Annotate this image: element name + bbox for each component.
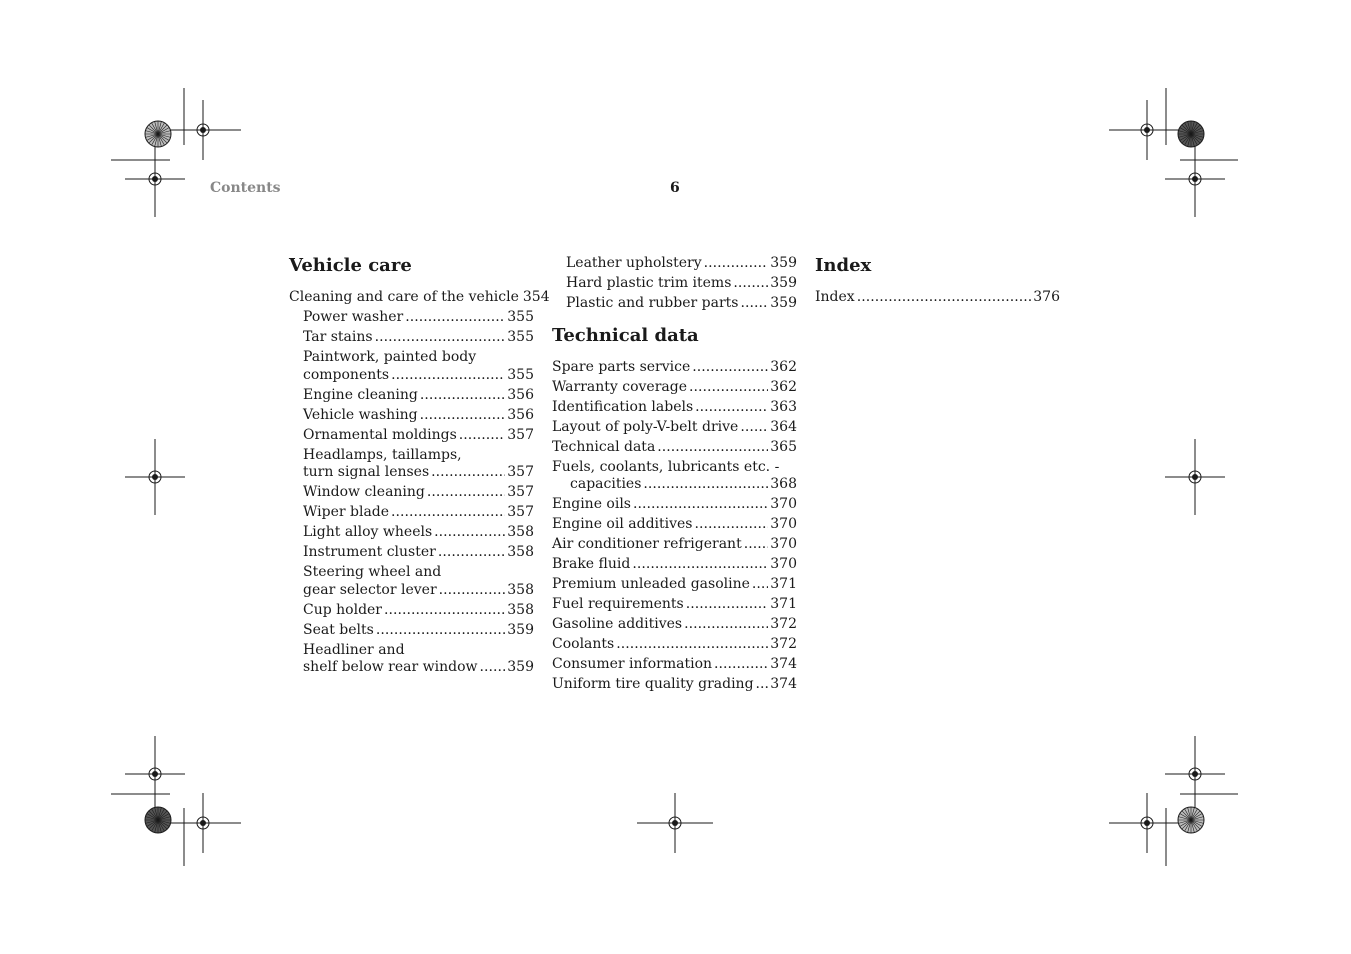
section-heading: Vehicle care: [289, 255, 412, 276]
toc-entry-page: 359: [770, 275, 797, 291]
toc-entry-title: components: [303, 366, 390, 383]
dot-leader: [384, 602, 505, 620]
toc-entry[interactable]: [552, 596, 797, 614]
toc-entry[interactable]: [289, 427, 534, 445]
toc-entry-title-line1: Paintwork, painted body: [303, 349, 477, 365]
registration-mark-center: [672, 820, 678, 826]
dot-leader: [480, 659, 506, 677]
toc-entry[interactable]: [815, 289, 1060, 307]
dot-leader: [375, 329, 506, 347]
dot-leader: [684, 616, 768, 634]
toc-entry-title: Ornamental moldings: [303, 426, 457, 443]
toc-entry-page: 357: [507, 504, 534, 520]
toc-entry-title: Seat belts: [303, 621, 374, 638]
toc-entry-title: Premium unleaded gasoline: [552, 576, 750, 592]
toc-entry-page: 370: [770, 516, 797, 532]
toc-entry[interactable]: [289, 387, 534, 405]
toc-entry-title: shelf below rear window: [303, 659, 478, 675]
toc-entry-page: 362: [770, 378, 797, 395]
toc-entry-page: 359: [770, 255, 797, 271]
toc-entry-page: 354: [522, 289, 550, 305]
toc-column-2: [552, 255, 797, 696]
toc-entry[interactable]: [552, 255, 797, 273]
toc-entry-title-line1: Fuels, coolants, lubricants etc. -: [552, 458, 780, 475]
toc-section: [552, 325, 797, 694]
toc-entry[interactable]: [552, 656, 797, 674]
toc-entry-page: 371: [770, 596, 797, 612]
toc-entry[interactable]: [552, 496, 797, 514]
registration-mark-center: [1144, 820, 1150, 826]
dot-leader: [376, 622, 505, 640]
toc-entry-title-line1: Steering wheel and: [303, 564, 442, 580]
dot-leader: [633, 496, 768, 514]
toc-entry[interactable]: [289, 447, 534, 482]
toc-entry[interactable]: [552, 295, 797, 313]
toc-entry-page: 374: [770, 656, 797, 672]
toc-entry-list: [815, 289, 1060, 307]
toc-entry-page: 359: [507, 621, 534, 638]
toc-entry[interactable]: [289, 484, 534, 502]
toc-entry[interactable]: [552, 459, 797, 494]
toc-entry-title: Cup holder: [303, 601, 383, 618]
toc-entry-title: Engine oils: [552, 496, 631, 512]
toc-entry-title: Cleaning and care of the vehicle: [289, 289, 519, 305]
registration-mark-center: [152, 771, 158, 777]
running-head-section: Contents: [210, 180, 281, 196]
registration-mark-center: [152, 176, 158, 182]
toc-entry[interactable]: [289, 622, 534, 640]
registration-mark-center: [200, 127, 206, 133]
toc-entry-page: 365: [770, 438, 797, 455]
toc-entry-page: 368: [770, 476, 797, 492]
toc-entry-page: 358: [507, 524, 534, 540]
dot-leader: [420, 387, 505, 405]
toc-entry[interactable]: [289, 407, 534, 425]
toc-entry-title: Engine oil additives: [552, 516, 693, 532]
dot-leader: [427, 484, 505, 502]
dot-leader: [733, 275, 768, 293]
dot-leader: [695, 516, 769, 534]
toc-entry[interactable]: [289, 349, 534, 384]
dot-leader: [405, 309, 505, 327]
dot-leader: [434, 524, 505, 542]
toc-entry-page: 376: [1033, 289, 1060, 305]
toc-entry-title: Light alloy wheels: [303, 524, 433, 540]
dot-leader: [657, 439, 768, 457]
toc-entry[interactable]: [552, 556, 797, 574]
registration-mark-center: [1192, 474, 1198, 480]
registration-mark-center: [1192, 176, 1198, 182]
toc-entry-page: 362: [770, 358, 797, 375]
toc-entry[interactable]: [289, 289, 550, 307]
toc-entry[interactable]: [552, 536, 797, 554]
registration-mark-center: [1192, 771, 1198, 777]
dot-leader: [439, 582, 506, 600]
toc-entry[interactable]: [289, 544, 534, 562]
toc-entry-page: 357: [507, 426, 534, 443]
dot-leader: [744, 536, 769, 554]
dot-leader: [752, 576, 768, 594]
toc-entry[interactable]: [552, 359, 797, 377]
toc-entry-title: Technical data: [552, 438, 656, 455]
dot-leader: [643, 476, 768, 494]
toc-entry-title: Consumer information: [552, 656, 713, 672]
toc-entry[interactable]: [289, 309, 534, 327]
toc-entry[interactable]: [552, 576, 797, 594]
dot-leader: [740, 419, 768, 437]
toc-entry-page: 355: [507, 329, 534, 345]
dot-leader: [632, 556, 768, 574]
toc-entry-page: 372: [770, 616, 797, 632]
toc-entry-title: Window cleaning: [303, 484, 425, 500]
toc-entry[interactable]: [289, 564, 534, 599]
toc-entry-title: Wiper blade: [303, 504, 390, 520]
toc-entry-page: 374: [770, 676, 797, 692]
toc-entry-title: Instrument cluster: [303, 544, 436, 560]
toc-entry[interactable]: [552, 379, 797, 397]
toc-entry[interactable]: [289, 524, 534, 542]
toc-section: [289, 255, 550, 677]
registration-mark-center: [200, 820, 206, 826]
dot-leader: [740, 295, 768, 313]
toc-entry-title: Power washer: [303, 309, 404, 325]
toc-entry-page: 371: [770, 576, 797, 592]
toc-entry-page: 358: [507, 601, 534, 618]
dot-leader: [686, 596, 769, 614]
toc-entry[interactable]: [552, 636, 797, 654]
toc-entry[interactable]: [552, 419, 797, 437]
toc-entry-page: 370: [770, 536, 797, 552]
section-heading: Index: [815, 255, 872, 276]
toc-section: [815, 255, 1060, 307]
toc-entry-page: 359: [770, 295, 797, 311]
toc-entry[interactable]: [552, 275, 797, 293]
toc-entry-title: Coolants: [552, 636, 615, 652]
toc-column-1: [289, 255, 550, 679]
toc-entry-page: 363: [770, 398, 797, 415]
toc-entry-list: [552, 359, 797, 694]
toc-entry-page: 358: [507, 544, 534, 560]
dot-leader: [704, 255, 769, 273]
registration-mark-center: [152, 474, 158, 480]
toc-entry-title: Hard plastic trim items: [566, 275, 732, 291]
dot-leader: [420, 407, 506, 425]
dot-leader: [391, 504, 505, 522]
toc-entry-page: 358: [507, 581, 534, 598]
page-number: 6: [670, 180, 680, 196]
toc-entry[interactable]: [552, 399, 797, 417]
toc-entry-title-line1: Headlamps, taillamps,: [303, 446, 462, 463]
dot-leader: [391, 367, 505, 385]
toc-entry[interactable]: [289, 329, 534, 347]
toc-column-3: [815, 255, 1060, 309]
toc-entry-title: Spare parts service: [552, 358, 691, 375]
toc-section: [552, 255, 797, 313]
toc-entry-title: Leather upholstery: [566, 255, 702, 271]
dot-leader: [438, 544, 505, 562]
toc-entry-page: 355: [507, 366, 534, 383]
dot-leader: [695, 399, 768, 417]
dot-leader: [756, 676, 769, 694]
toc-entry[interactable]: [289, 504, 534, 522]
toc-entry-page: 357: [507, 484, 534, 500]
toc-entry-title: Layout of poly-V-belt drive: [552, 418, 739, 435]
dot-leader: [692, 359, 768, 377]
toc-entry-list: [289, 289, 550, 677]
toc-entry-page: 372: [770, 636, 797, 652]
toc-entry-page: 357: [507, 464, 534, 480]
toc-entry-title: Tar stains: [303, 329, 373, 345]
toc-entry-page: 355: [507, 309, 534, 325]
dot-leader: [714, 656, 768, 674]
toc-entry-title: capacities: [570, 476, 642, 492]
registration-mark-center: [1144, 127, 1150, 133]
toc-entry-page: 356: [507, 406, 534, 423]
dot-leader: [459, 427, 505, 445]
toc-entry-title: Brake fluid: [552, 556, 631, 572]
toc-entry-title: Warranty coverage: [552, 378, 688, 395]
toc-entry[interactable]: [289, 602, 534, 620]
toc-entry-title: Index: [815, 289, 855, 305]
toc-entry[interactable]: [552, 516, 797, 534]
toc-entry[interactable]: [289, 642, 534, 677]
dot-leader: [857, 289, 1032, 307]
toc-entry-title: Fuel requirements: [552, 596, 684, 612]
toc-entry-title: turn signal lenses: [303, 464, 430, 480]
toc-entry[interactable]: [552, 439, 797, 457]
toc-entry-title: Identification labels: [552, 398, 694, 415]
toc-entry-page: 364: [770, 418, 797, 435]
toc-entry-page: 359: [507, 659, 534, 675]
toc-entry[interactable]: [552, 616, 797, 634]
toc-entry-title-line1: Headliner and: [303, 641, 405, 658]
toc-entry-page: 370: [770, 556, 797, 572]
toc-entry[interactable]: [552, 676, 797, 694]
toc-entry-title: Air conditioner refrigerant: [552, 536, 742, 552]
dot-leader: [616, 636, 768, 654]
dot-leader: [689, 379, 768, 397]
toc-entry-title: Vehicle washing: [303, 406, 418, 423]
toc-entry-title: Engine cleaning: [303, 386, 418, 403]
toc-entry-title: Uniform tire quality grading: [552, 676, 754, 692]
toc-entry-page: 356: [507, 386, 534, 403]
toc-entry-page: 370: [770, 496, 797, 512]
dot-leader: [431, 464, 505, 482]
toc-entry-list: [552, 255, 797, 313]
toc-entry-title: gear selector lever: [303, 581, 437, 598]
section-heading: Technical data: [552, 324, 699, 346]
toc-entry-title: Gasoline additives: [552, 616, 683, 632]
toc-entry-title: Plastic and rubber parts: [566, 295, 739, 311]
